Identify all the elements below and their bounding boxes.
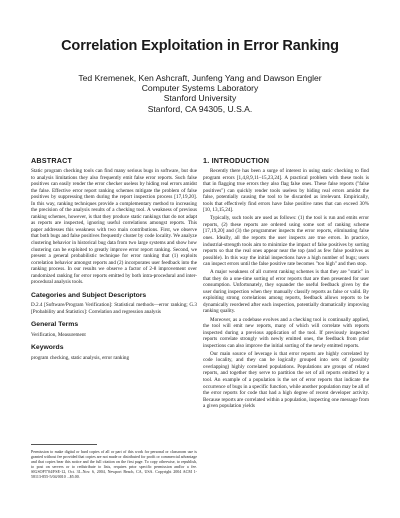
general-terms-heading: General Terms (31, 321, 79, 329)
copyright-footnote: Permission to make digital or hard copies of all or part of this work for personal or classroom use is granted without fee provided that copies are not made or distributed for profit or commercial advantage and that copies bear this notice and the full citation on the first page. To copy otherwise, to republish, to post on servers or to redistribute to lists, requires prior specific permission and/or a fee. SIGSOFT'04/FSE-12, Oct. 31–Nov. 6, 2004, Newport Beach, CA, USA. Copyright 2004 ACM 1-58113-855-5/04/0010 ...$5.00. (31, 449, 197, 479)
keywords-text: program checking, static analysis, error ranking (31, 354, 130, 361)
abstract-heading: ABSTRACT (31, 156, 73, 165)
abstract-text: Static program checking tools can find many serious bugs in software, but due to analysis limitations they also frequently emit false error reports. Such false positives can easily render the error checker useless by hiding real errors amidst the false. Effective error report ranking schemes mitigate the problem of false positives by suppressing them during the report inspection process [17,19,20]. In this way, ranking techniques provide a complementary method to increasing the precision of the analysis results of a checking tool. A weakness of previous ranking schemes, however, is that they produce static rankings that do not adapt as reports are inspected, ignoring useful correlations amongst reports. This paper addresses this weakness with two main contributions. First, we observe that both bugs and false positives frequently cluster by code locality. We analyze clustering behavior in historical bug data from two large systems and show how clustering can be exploited to greatly improve error report ranking. Second, we present a general probabilistic technique for error ranking that (1) exploits correlation behavior amongst reports and (2) incorporates user feedback into the ranking process. In our results we observe a factor of 2-8 improvement over randomized ranking for error reports emitted by both intra-procedural and inter-procedural analysis tools. (31, 168, 197, 286)
keywords-heading: Keywords (31, 344, 64, 352)
intro-paragraph: Recently there has been a surge of interest in using static checking to find program errors [1,4,8,9,11–15,23,24]. A practical problem with these tools is that in flagging true errors they also flag false ones. These false reports ("false positives") can quickly render tools useless by hiding real errors amidst the false, potentially causing the tool to be discarded as irrelevant. Empirically, tools that effectively find errors have false positive rates that can exceed 30% [10, 13,15,24]. (203, 168, 369, 214)
footnote-rule (31, 444, 97, 445)
affiliation-university: Stanford University (163, 93, 237, 104)
categories-heading: Categories and Subject Descriptors (31, 291, 147, 299)
intro-paragraph: Typically, such tools are used as follows: (1) the tool is run and emits error reports, (2) these reports are ordered using some sort of ranking scheme [17,19,20] and (3) the programmer inspects the error reports, eliminating false ones. Ideally, all the reports the user inspects are true errors. In practice, industrial-strength tools aim to minimize the impact of false positives by sorting reports so that the real ones appear near the top (and as few false positives as possible). In this way the initial inspections have a high number of bugs; users can inspect errors until the false positive rate becomes "too high" and then stop. (203, 215, 369, 268)
author-names: Ted Kremenek, Ken Ashcraft, Junfeng Yang and Dawson Engler (78, 73, 322, 83)
author-block (0, 73, 400, 114)
intro-paragraph: Our main source of leverage is that error reports are highly correlated by code locality, and they can be logically grouped into sets of (possibly overlapping) highly correlated populations. Populations are groups of related reports, and together they serve to partition the set of all reports emitted by a tool. An example of a population is the set of error reports that indicate the occurrence of bugs in a specific function, while another population may be all of the error reports for code that had a high degree of recent developer activity. Because reports are correlated within a population, inspecting one message from a given population yields (203, 350, 369, 410)
categories-text: D.2.4 [Software/Program Verification]: Statistical methods—error ranking; G.3 [Probability and Statistics]: Correlation and regression analysis (31, 302, 197, 315)
intro-paragraph: A major weakness of all current ranking schemes is that they are "static" in that they do a one-time sorting of error reports that are then presented for user consumption. Unfortunately, they squander the useful feedback given by the user during inspection when they manually classify reports as false or valid. By exploiting strong correlations among reports, feedback allows reports to be dynamically reordered after each inspection, potentially dramatically improving ranking quality. (203, 269, 369, 315)
intro-paragraph: Moreover, as a codebase evolves and a checking tool is continually applied, the tool will emit new reports, many of which will correlate with reports inspected during a previous application of the tool. If previously inspected reports correlate strongly with newly emitted ones, the feedback from prior inspections can also improve the initial sorting of the newly emitted reports. (203, 316, 369, 349)
affiliation-lab: Computer Systems Laboratory (141, 83, 259, 94)
paper-title: Correlation Exploitation in Error Ranking (61, 38, 339, 54)
general-terms-text: Verification, Measurement (31, 331, 86, 338)
introduction-heading: 1. INTRODUCTION (203, 156, 270, 165)
left-column (31, 156, 197, 362)
right-column (203, 156, 369, 410)
affiliation-address: Stanford, CA 94305, U.S.A. (147, 103, 253, 114)
